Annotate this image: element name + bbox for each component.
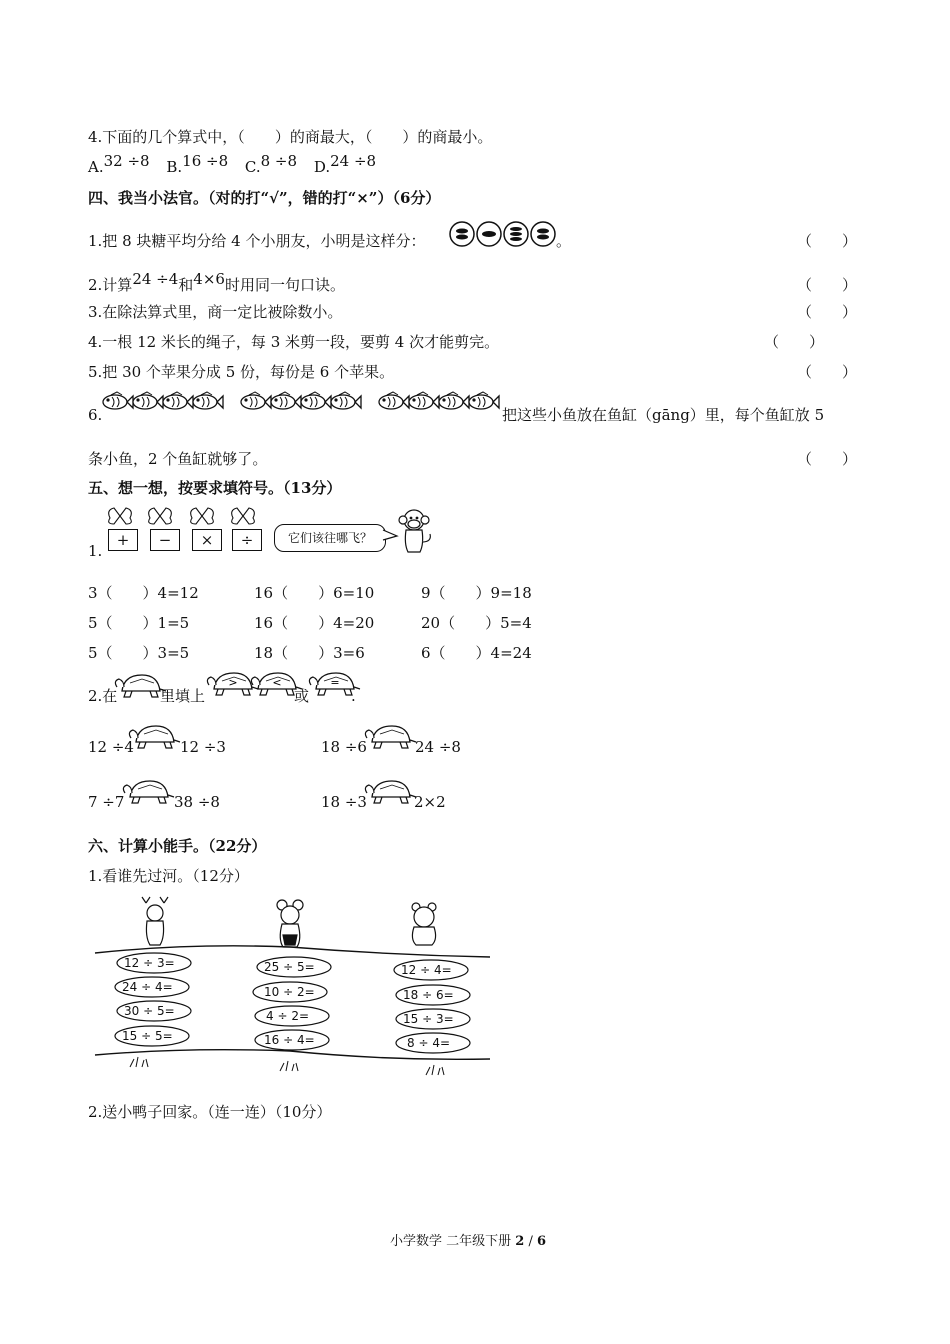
q4-options — [88, 152, 377, 177]
grid-r2-c1: 5（ ）1=5 — [88, 614, 190, 632]
stone-c2-r2: 10 ÷ 2= — [264, 985, 315, 999]
footer-text: 小学数学 二年级下册 — [390, 1234, 516, 1249]
sec4-item-1-text: 1.把 8 块糖平均分给 4 个小朋友，小明是这样分： — [88, 232, 426, 250]
sec4-item-2-expr1: 24 ÷4 — [132, 270, 179, 288]
sec4-item-4: 4.一根 12 米长的绳子，每 3 米剪一段，要剪 4 次才能剪完。 — [88, 333, 500, 351]
sec4-item-5: 5.把 30 个苹果分成 5 份，每份是 6 个苹果。 — [88, 363, 395, 381]
grid-r2-c2: 16（ ）4=20 — [254, 614, 375, 632]
sec4-item-2-mid: 和 — [178, 276, 194, 294]
grid-r3-c2: 18（ ）3=6 — [254, 644, 365, 662]
grid-r2-c3: 20（ ）5=4 — [421, 614, 532, 632]
turtle-blank-icon — [366, 779, 418, 805]
sec6-q2: 2.送小鸭子回家。（连一连）（10分） — [88, 1103, 332, 1121]
footer-sep: / — [524, 1234, 537, 1249]
stone-c1-r4: 15 ÷ 5= — [122, 1029, 173, 1043]
compare-2-left: 18 ÷6 — [321, 738, 367, 756]
option-d-label: D. — [313, 158, 331, 176]
option-d-expr: 24 ÷8 — [330, 152, 377, 170]
fish-row-icon — [102, 388, 502, 418]
stone-c3-r4: 8 ÷ 4= — [407, 1036, 451, 1050]
sec4-item-4-paren: （ ） — [764, 333, 825, 351]
grid-r3-c1: 5（ ）3=5 — [88, 644, 190, 662]
grid-r1-c1: 3（ ）4=12 — [88, 584, 199, 602]
operator-times: × — [192, 529, 222, 551]
mouse-icon — [277, 900, 303, 947]
sec4-item-3-paren: （ ） — [797, 303, 858, 321]
sec4-item-5-paren: （ ） — [797, 363, 858, 381]
compare-3-left: 7 ÷7 — [88, 793, 125, 811]
compare-2-right: 24 ÷8 — [415, 738, 461, 756]
section-4-title: 四、我当小法官。（对的打“√”，错的打“×”）（6分） — [88, 189, 441, 207]
sec4-item-1-paren: （ ） — [797, 232, 858, 250]
option-b-label: B. — [166, 158, 183, 176]
turtle-greater-sign: > — [228, 676, 238, 689]
option-c-expr: 8 ÷8 — [260, 152, 298, 170]
operator-boxes — [108, 529, 298, 553]
q4-text: 4.下面的几个算式中，（ ）的商最大，（ ）的商最小。 — [88, 128, 493, 146]
sec4-item-2-pre: 2.计算 — [88, 276, 133, 294]
stone-c3-r1: 12 ÷ 4= — [401, 963, 452, 977]
footer-total: 6 — [536, 1234, 547, 1249]
speech-bubble: 它们该往哪飞？ — [274, 524, 386, 552]
section-5-title: 五、想一想，按要求填符号。（13分） — [88, 479, 342, 497]
sec4-item-6-num: 6. — [88, 406, 103, 424]
sec4-item-2-expr2: 4×6 — [193, 270, 225, 288]
bear-icon — [412, 903, 436, 945]
operator-divide: ÷ — [232, 529, 262, 551]
compare-1-right: 12 ÷3 — [180, 738, 226, 756]
grid-r3-c3: 6（ ）4=24 — [421, 644, 532, 662]
deer-icon — [142, 897, 168, 945]
sec4-item-2-post: 时用同一句口诀。 — [224, 276, 345, 294]
turtle-blank-icon — [130, 724, 182, 750]
compare-4-right: 2×2 — [414, 793, 446, 811]
stone-c3-r2: 18 ÷ 6= — [403, 988, 454, 1002]
stone-c1-r2: 24 ÷ 4= — [122, 980, 173, 994]
compare-4-left: 18 ÷3 — [321, 793, 367, 811]
sec4-item-1-tail: 。 — [556, 232, 572, 250]
grid-r1-c3: 9（ ）9=18 — [421, 584, 532, 602]
sec5-q1-num: 1. — [88, 542, 103, 560]
sec5-q2-or: 或 — [294, 687, 310, 705]
river-crossing-figure — [90, 895, 500, 1085]
option-a-label: A. — [88, 158, 104, 176]
sec4-item-6-paren: （ ） — [797, 450, 858, 468]
sec5-q2-pre: 2.在 — [88, 687, 118, 705]
stone-c2-r3: 4 ÷ 2= — [266, 1009, 310, 1023]
turtle-blank-icon — [124, 779, 176, 805]
option-a-expr: 32 ÷8 — [103, 152, 150, 170]
grid-r1-c2: 16（ ）6=10 — [254, 584, 375, 602]
option-c-label: C. — [244, 158, 261, 176]
turtle-equal-sign: = — [330, 676, 340, 689]
footer-page: 2 — [515, 1234, 525, 1249]
compare-1-left: 12 ÷4 — [88, 738, 134, 756]
stone-c1-r1: 12 ÷ 3= — [124, 956, 175, 970]
turtle-blank-icon — [366, 724, 418, 750]
stone-c2-r4: 16 ÷ 4= — [264, 1033, 315, 1047]
compare-3-right: 38 ÷8 — [174, 793, 220, 811]
sec4-item-6-text: 把这些小鱼放在鱼缸（gāng）里，每个鱼缸放 5 — [502, 406, 825, 424]
sec5-q2-end: . — [351, 687, 356, 705]
stone-c2-r1: 25 ÷ 5= — [264, 960, 315, 974]
stone-c1-r3: 30 ÷ 5= — [124, 1004, 175, 1018]
grass-icon — [130, 1057, 444, 1075]
sec4-item-2 — [88, 270, 345, 295]
sec5-q2-mid: 里填上 — [160, 687, 206, 705]
option-b-expr: 16 ÷8 — [182, 152, 229, 170]
turtle-less-sign: < — [272, 676, 282, 689]
page-footer — [390, 1232, 546, 1252]
sec4-item-2-paren: （ ） — [797, 276, 858, 294]
operator-plus: + — [108, 529, 138, 551]
section-6-title: 六、计算小能手。（22分） — [88, 837, 267, 855]
sec4-item-1 — [88, 231, 425, 251]
sec4-item-6-text2: 条小鱼，2 个鱼缸就够了。 — [88, 450, 268, 468]
sec4-item-3: 3.在除法算式里，商一定比被除数小。 — [88, 303, 343, 321]
sec6-q1: 1.看谁先过河。（12分） — [88, 867, 249, 885]
monkey-icon — [396, 508, 436, 558]
candy-groups-icon — [448, 220, 558, 250]
stone-c3-r3: 15 ÷ 3= — [403, 1012, 454, 1026]
operator-minus: − — [150, 529, 180, 551]
